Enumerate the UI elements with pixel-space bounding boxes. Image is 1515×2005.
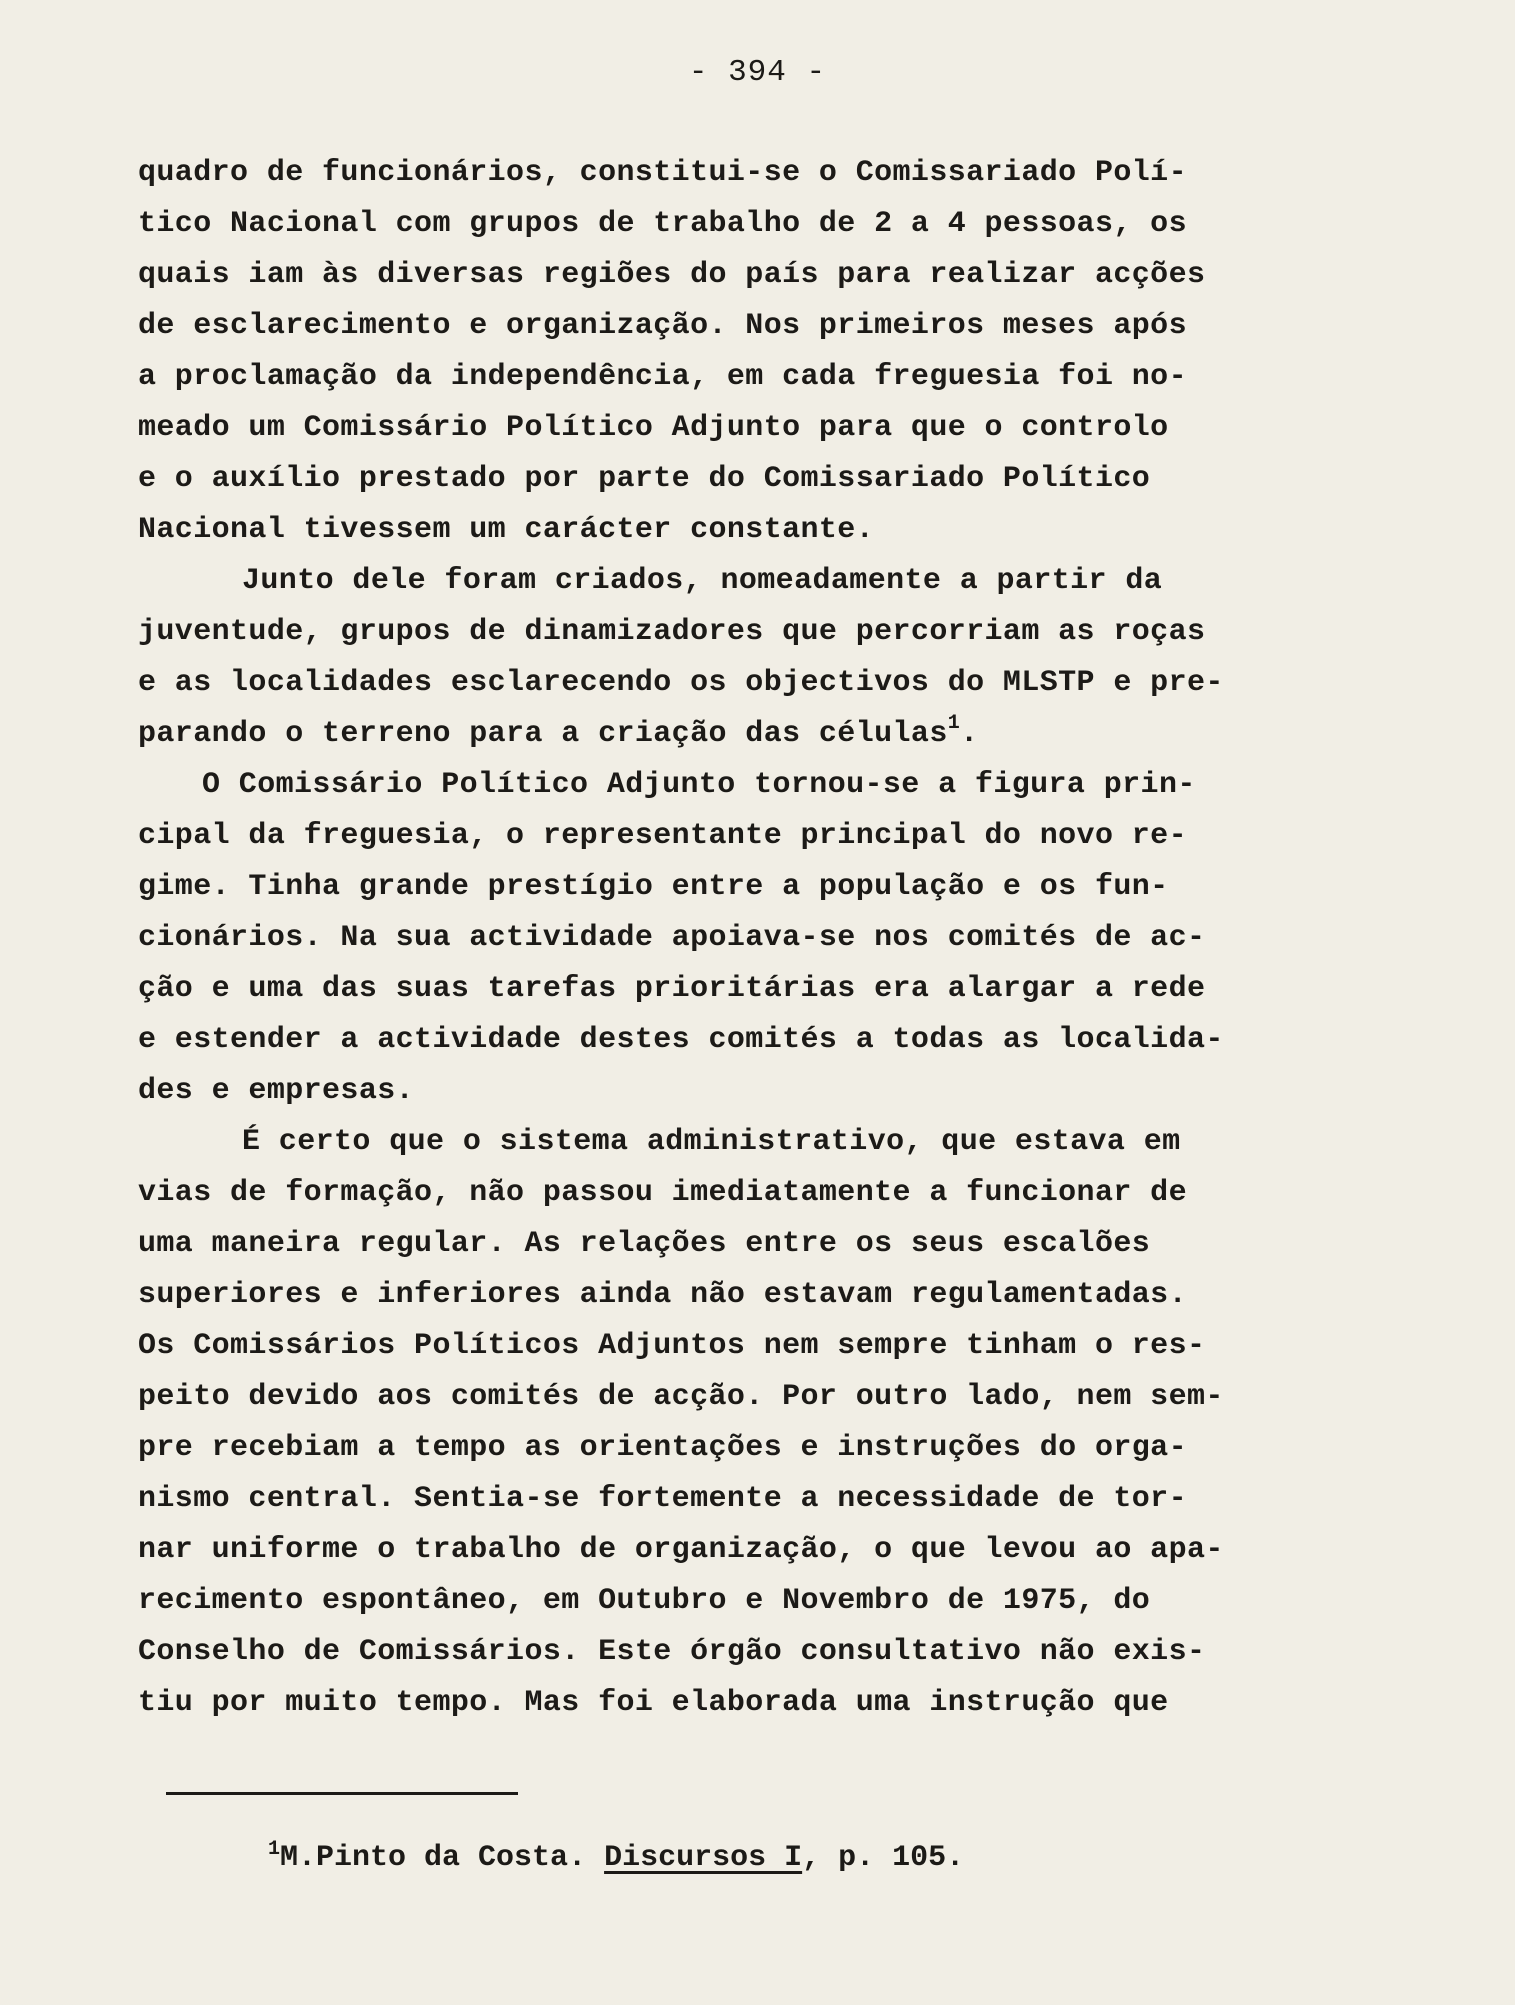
text-line: meado um Comissário Político Adjunto para que o controlo <box>138 411 1169 445</box>
footnote-author: M.Pinto da Costa. <box>280 1841 605 1875</box>
text-line: juventude, grupos de dinamizadores que percorriam as roças <box>138 615 1206 649</box>
body-text <box>138 148 1398 1729</box>
footnote-divider <box>166 1792 518 1795</box>
text-line: cipal da freguesia, o representante principal do novo re- <box>138 819 1187 853</box>
footnote-reference: 1 <box>947 712 961 735</box>
page-number: - 394 - <box>688 55 827 90</box>
footnote-number: 1 <box>268 1838 281 1861</box>
footnote-title: Discursos I <box>604 1841 803 1875</box>
footnote <box>268 1838 964 1878</box>
text-line: uma maneira regular. As relações entre os seus escalões <box>138 1227 1151 1261</box>
text-line: e o auxílio prestado por parte do Comissariado Político <box>138 462 1151 496</box>
text-line: quadro de funcionários, constitui-se o Comissariado Polí- <box>138 156 1187 190</box>
paragraph-start: O Comissário Político Adjunto tornou-se a figura prin- <box>202 768 1196 802</box>
text-line: tiu por muito tempo. Mas foi elaborada uma instrução que <box>138 1686 1169 1720</box>
text-line: tico Nacional com grupos de trabalho de 2 a 4 pessoas, os <box>138 207 1187 241</box>
footnote-page-ref: , p. 105. <box>802 1841 965 1875</box>
text-line: a proclamação da independência, em cada freguesia foi no- <box>138 360 1187 394</box>
text-line: e as localidades esclarecendo os objectivos do MLSTP e pre- <box>138 666 1224 700</box>
text-line: des e empresas. <box>138 1074 415 1108</box>
text-line: superiores e inferiores ainda não estavam regulamentadas. <box>138 1278 1187 1312</box>
paragraph-start: É certo que o sistema administrativo, que estava em <box>242 1125 1181 1159</box>
text-line: pre recebiam a tempo as orientações e instruções do orga- <box>138 1431 1187 1465</box>
text-line: Os Comissários Políticos Adjuntos nem sempre tinham o res- <box>138 1329 1206 1363</box>
text-line-with-footnote <box>138 709 1398 760</box>
text-line: gime. Tinha grande prestígio entre a população e os fun- <box>138 870 1169 904</box>
text-line: Conselho de Comissários. Este órgão consultativo não exis- <box>138 1635 1206 1669</box>
text-line: parando o terreno para a criação das células <box>138 717 948 751</box>
text-line: de esclarecimento e organização. Nos primeiros meses após <box>138 309 1187 343</box>
text-line: cionários. Na sua actividade apoiava-se nos comités de ac- <box>138 921 1206 955</box>
text-line: e estender a actividade destes comités a todas as localida- <box>138 1023 1224 1057</box>
text-line: nar uniforme o trabalho de organização, o que levou ao apa- <box>138 1533 1224 1567</box>
paragraph-start: Junto dele foram criados, nomeadamente a partir da <box>242 564 1163 598</box>
text-line: quais iam às diversas regiões do país para realizar acções <box>138 258 1206 292</box>
line-end-period: . <box>960 717 979 751</box>
text-line: nismo central. Sentia-se fortemente a necessidade de tor- <box>138 1482 1187 1516</box>
text-line: Nacional tivessem um carácter constante. <box>138 513 875 547</box>
text-line: ção e uma das suas tarefas prioritárias era alargar a rede <box>138 972 1206 1006</box>
text-line: vias de formação, não passou imediatamente a funcionar de <box>138 1176 1187 1210</box>
text-line: recimento espontâneo, em Outubro e Novembro de 1975, do <box>138 1584 1151 1618</box>
text-line: peito devido aos comités de acção. Por outro lado, nem sem- <box>138 1380 1224 1414</box>
